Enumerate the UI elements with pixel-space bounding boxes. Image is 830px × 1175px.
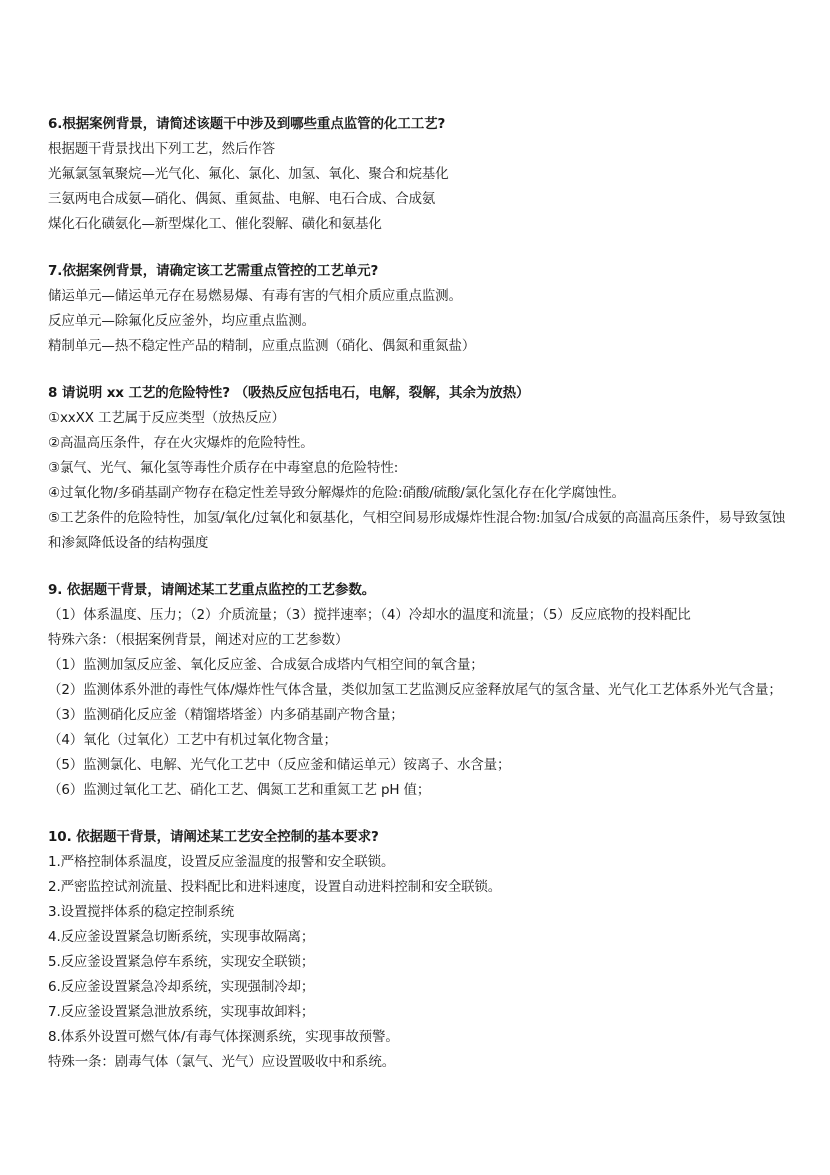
text-line: （1）监测加氢反应釜、氧化反应釜、合成氨合成塔内气相空间的氧含量； <box>48 657 484 673</box>
text-line: 三氨两电合成氨—硝化、偶氮、重氮盐、电解、电石合成、合成氨 <box>48 191 436 207</box>
text-line: ⑤工艺条件的危险特性，加氢/氧化/过氧化和氨基化，气相空间易形成爆炸性混合物:加氢/合成氨的高温高压条件，易导致氢蚀和渗氮降低设备的结构强度 <box>48 510 786 551</box>
text-line: （4）氧化（过氧化）工艺中有机过氧化物含量； <box>48 732 337 748</box>
section-q7 <box>48 259 786 359</box>
section-heading: 8 请说明 xx 工艺的危险特性? （吸热反应包括电石，电解，裂解，其余为放热） <box>48 385 530 401</box>
text-line: ②高温高压条件，存在火灾爆炸的危险特性。 <box>48 435 314 451</box>
document-page <box>48 112 786 1097</box>
section-q6 <box>48 112 786 237</box>
text-line: ①xxXX 工艺属于反应类型（放热反应） <box>48 410 285 426</box>
text-line: 储运单元—储运单元存在易燃易爆、有毒有害的气相介质应重点监测。 <box>48 288 462 304</box>
text-line: 根据题干背景找出下列工艺，然后作答 <box>48 141 275 157</box>
text-line: （5）监测氯化、电解、光气化工艺中（反应釜和储运单元）铵离子、水含量； <box>48 757 511 773</box>
text-line: 7.反应釜设置紧急泄放系统，实现事故卸料； <box>48 1004 315 1020</box>
text-line: 特殊一条：剧毒气体（氯气、光气）应设置吸收中和系统。 <box>48 1054 396 1070</box>
section-heading: 7.依据案例背景，请确定该工艺需重点管控的工艺单元? <box>48 263 379 279</box>
text-line: 精制单元—热不稳定性产品的精制，应重点监测（硝化、偶氮和重氮盐） <box>48 338 476 354</box>
text-line: （2）监测体系外泄的毒性气体/爆炸性气体含量，类似加氢工艺监测反应釜释放尾气的氢含量、光气化工艺体系外光气含量； <box>48 682 782 698</box>
text-line: 3.设置搅拌体系的稳定控制系统 <box>48 904 235 920</box>
text-line: 6.反应釜设置紧急冷却系统，实现强制冷却； <box>48 979 315 995</box>
text-line: 特殊六条：（根据案例背景，阐述对应的工艺参数） <box>48 632 349 648</box>
text-line: ④过氧化物/多硝基副产物存在稳定性差导致分解爆炸的危险:硝酸/硫酸/氯化氢化存在化学腐蚀性。 <box>48 485 625 501</box>
text-line: 4.反应釜设置紧急切断系统，实现事故隔离； <box>48 929 315 945</box>
text-line: 5.反应釜设置紧急停车系统，实现安全联锁； <box>48 954 315 970</box>
text-line: 煤化石化磺氨化—新型煤化工、催化裂解、磺化和氨基化 <box>48 216 382 232</box>
text-line: 8.体系外设置可燃气体/有毒气体探测系统，实现事故预警。 <box>48 1029 399 1045</box>
section-q10 <box>48 825 786 1075</box>
text-line: 1.严格控制体系温度，设置反应釜温度的报警和安全联锁。 <box>48 854 395 870</box>
text-line: ③氯气、光气、氟化氢等毒性介质存在中毒窒息的危险特性: <box>48 460 399 476</box>
section-heading: 6.根据案例背景，请简述该题干中涉及到哪些重点监管的化工工艺? <box>48 116 446 132</box>
section-q8 <box>48 381 786 556</box>
section-heading: 9. 依据题干背景，请阐述某工艺重点监控的工艺参数。 <box>48 582 376 598</box>
text-line: （1）体系温度、压力；（2）介质流量；（3）搅拌速率；（4）冷却水的温度和流量；（5）反应底物的投料配比 <box>48 607 691 623</box>
section-q9 <box>48 578 786 803</box>
text-line: 2.严密监控试剂流量、投料配比和进料速度，设置自动进料控制和安全联锁。 <box>48 879 502 895</box>
text-line: 反应单元—除氟化反应釜外，均应重点监测。 <box>48 313 315 329</box>
text-line: 光氟氯氢氧聚烷—光气化、氟化、氯化、加氢、氧化、聚合和烷基化 <box>48 166 449 182</box>
text-line: （6）监测过氧化工艺、硝化工艺、偶氮工艺和重氮工艺 pH 值； <box>48 782 431 798</box>
text-line: （3）监测硝化反应釜（精馏塔塔釜）内多硝基副产物含量； <box>48 707 404 723</box>
section-heading: 10. 依据题干背景，请阐述某工艺安全控制的基本要求? <box>48 829 379 845</box>
